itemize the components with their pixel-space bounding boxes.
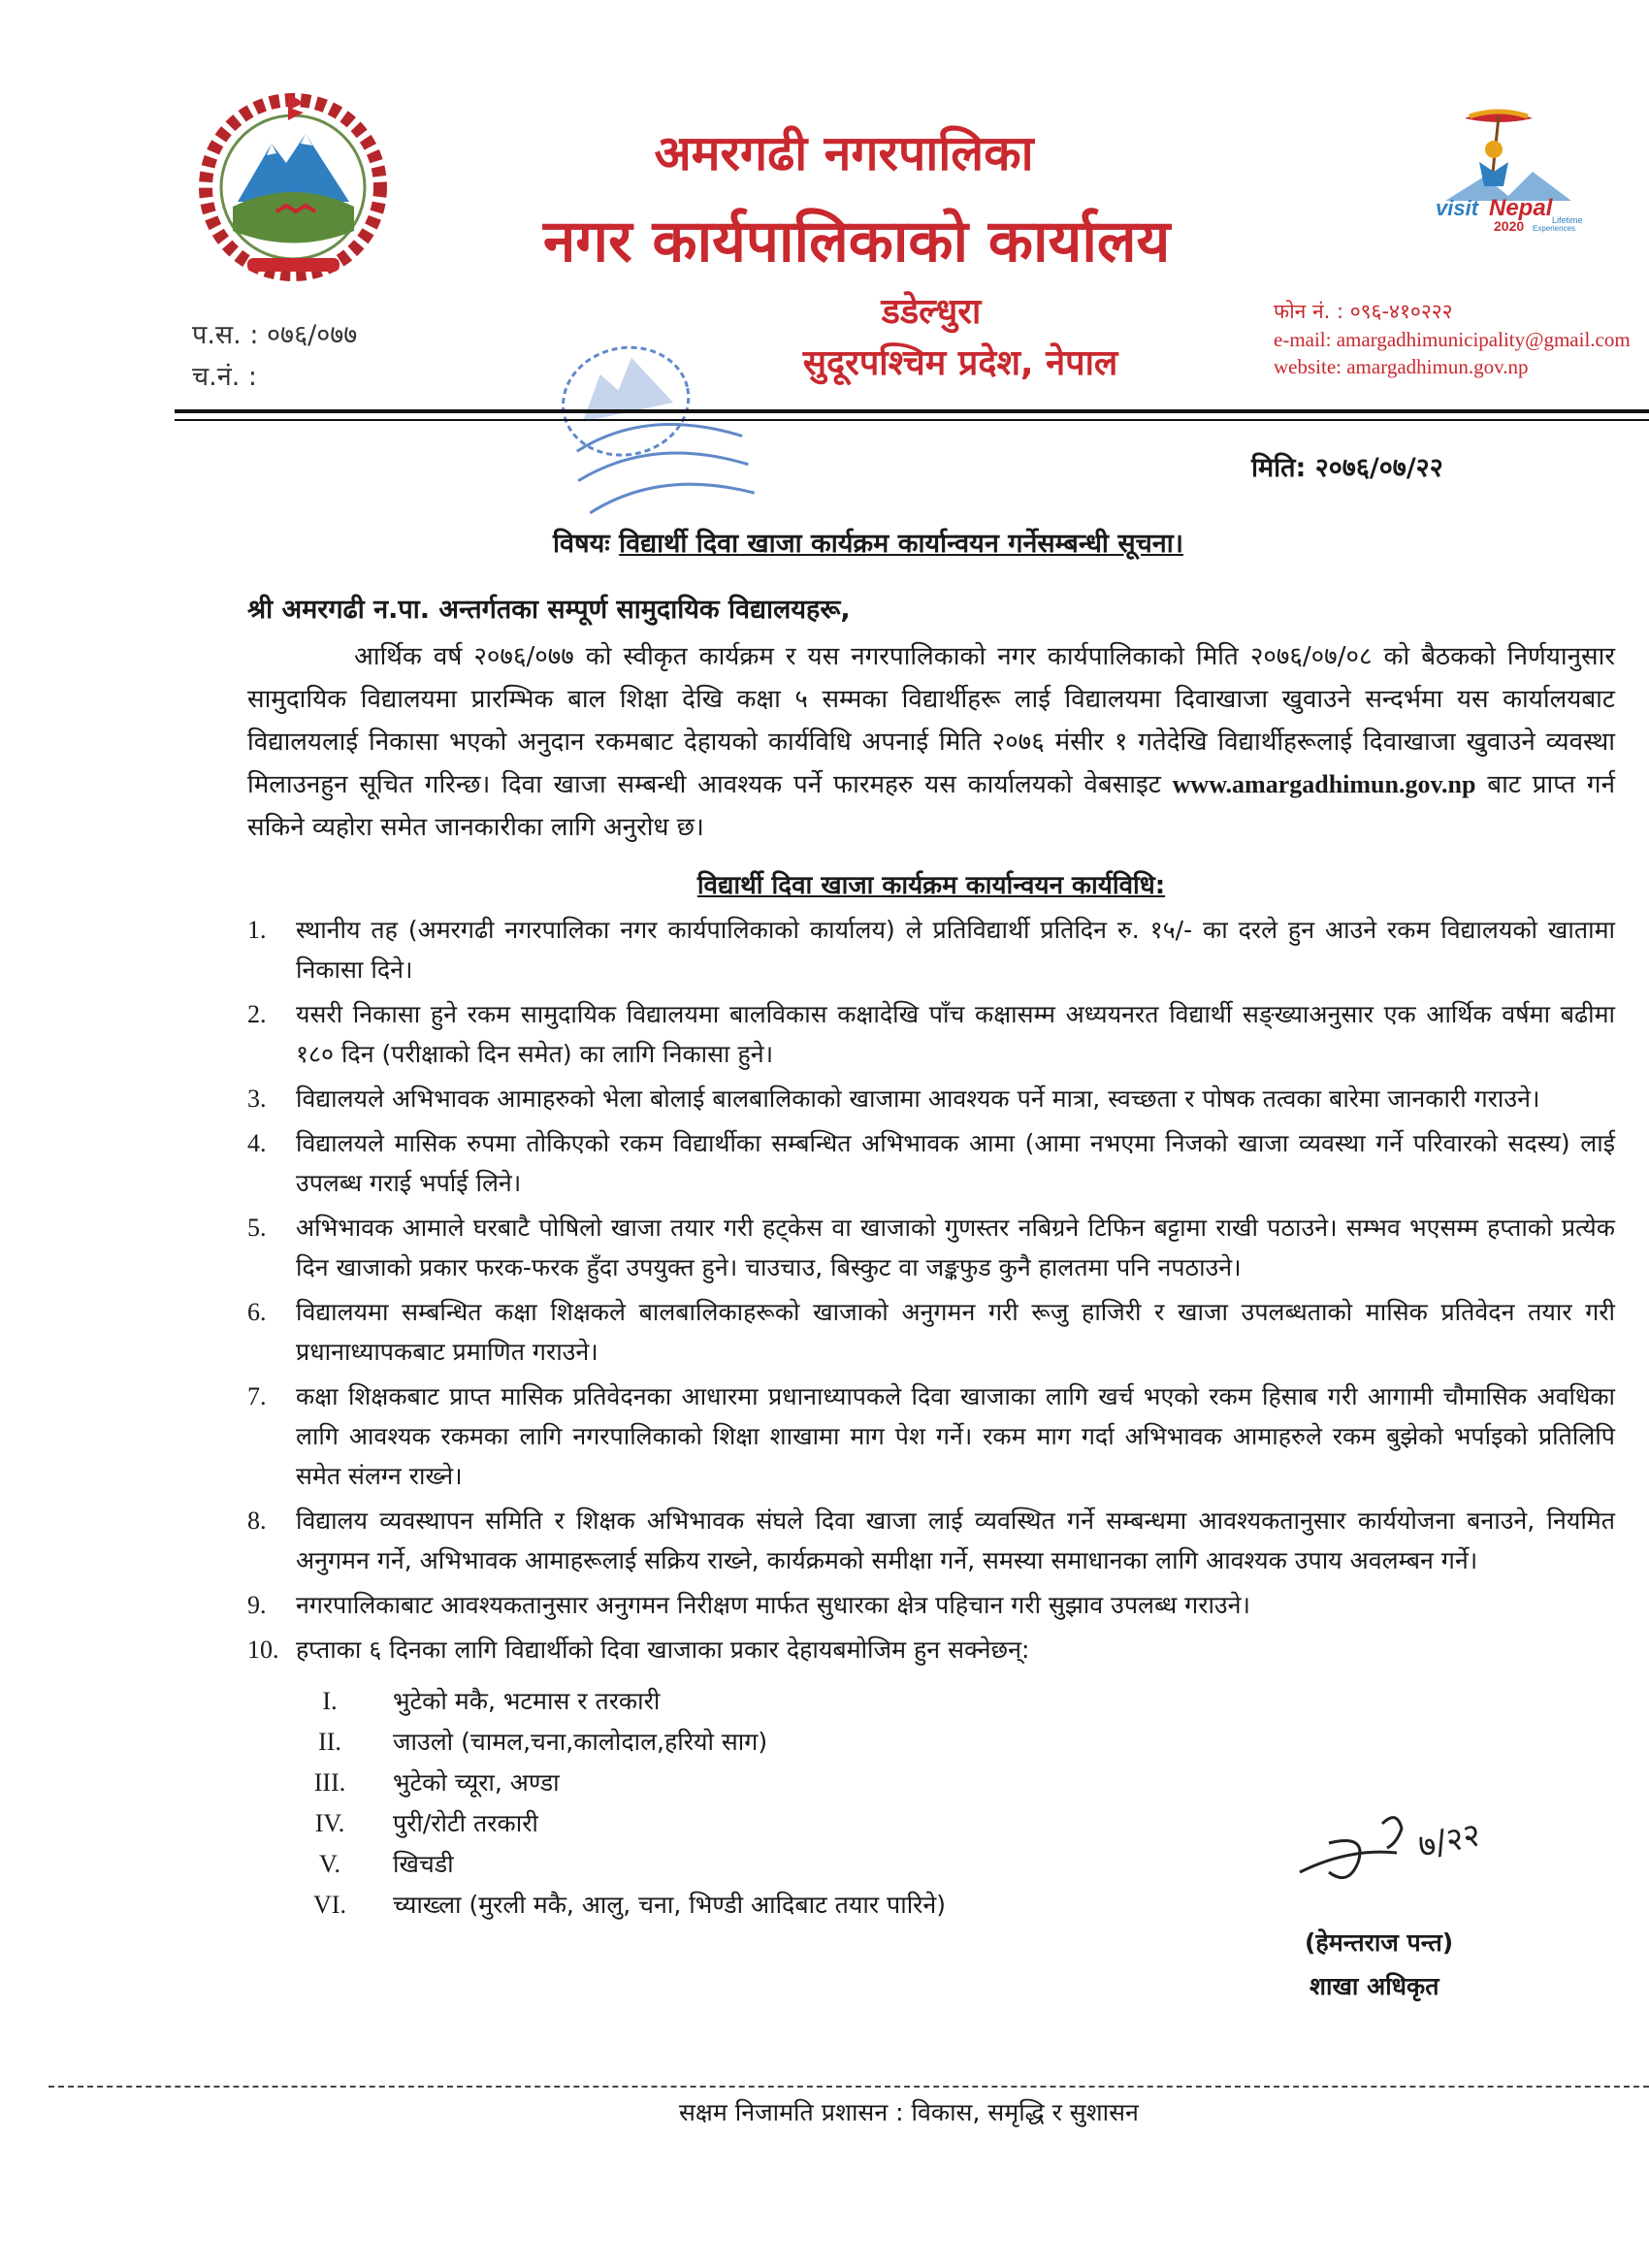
item-number: 7.: [247, 1382, 267, 1410]
procedure-item: [247, 910, 1615, 989]
svg-text:Experiences: Experiences: [1533, 224, 1576, 233]
procedure-item: [247, 1377, 1615, 1496]
subject-text: विद्यार्थी दिवा खाजा कार्यक्रम कार्यान्वयन गर्नेसम्बन्धी सूचना।: [619, 529, 1183, 559]
meal-list: [310, 1681, 946, 1926]
item-text: कक्षा शिक्षकबाट प्राप्त मासिक प्रतिवेदनका आधारमा प्रधानाध्यापकले दिवा खाजाका लागि खर्च भएको रकम हिसाब गरी आगामी चौमासिक अवधिका लागि आवश्यक रकमका लागि नगरपालिकाको शिक्षा शाखामा माग पेश गर्ने। रकम माग गर्दा अभिभावक आमाहरुले रकम बुझेको भर्पाइको प्रतिलिपि समेत संलग्न राख्ने।: [296, 1382, 1615, 1490]
footer-motto: सक्षम निजामति प्रशासन : विकास, समृद्धि र सुशासन: [679, 2098, 1139, 2126]
body-tail: बाट प्राप्त गर्न सकिने व्यहोरा समेत जानकारीका लागि अनुरोध छ।: [247, 770, 1615, 842]
item-text: स्थानीय तह (अमरगढी नगरपालिका नगर कार्यपालिकाको कार्यालय) ले प्रतिविद्यार्थी प्रतिदिन रु. १५/- का दरले हुन आउने रकम विद्यालयको खातामा निकासा दिने।: [296, 916, 1615, 984]
procedure-item: [247, 994, 1615, 1074]
item-number: 2.: [247, 1000, 267, 1028]
footer-divider: [48, 2086, 1649, 2088]
meal-number: VI.: [313, 1891, 346, 1919]
meal-text: पुरी/रोटी तरकारी: [393, 1809, 538, 1837]
meal-number: V.: [319, 1850, 340, 1878]
procedure-list: [247, 910, 1615, 1674]
municipality-name: अमरगढी नगरपालिका: [654, 125, 1034, 181]
item-text: यसरी निकासा हुने रकम सामुदायिक विद्यालयमा बालविकास कक्षादेखि पाँच कक्षासम्म अध्ययनरत विद्यार्थी सङ्ख्याअनुसार एक आर्थिक वर्षमा बढीमा १८० दिन (परीक्षाको दिन समेत) का लागि निकासा हुने।: [296, 1000, 1615, 1068]
letter-date: मिति: २०७६/०७/२२: [1251, 453, 1443, 483]
procedure-item: [247, 1630, 1615, 1669]
meal-item: [310, 1681, 946, 1722]
signatory-name: (हेमन्तराज पन्त): [1305, 1928, 1454, 1957]
dispatch-number: च.नं. :: [192, 362, 257, 392]
item-number: 5.: [247, 1214, 267, 1242]
item-number: 8.: [247, 1507, 267, 1535]
meal-item: [310, 1763, 946, 1803]
salutation: श्री अमरगढी न.पा. अन्तर्गतका सम्पूर्ण सामुदायिक विद्यालयहरू,: [247, 595, 851, 625]
meal-item: [310, 1803, 946, 1844]
body-paragraph: [247, 635, 1615, 849]
province-name: सुदूरपश्चिम प्रदेश, नेपाल: [802, 343, 1118, 383]
handwritten-signature: [1290, 1804, 1513, 1896]
meal-text: जाउलो (चामल,चना,कालोदाल,हरियो साग): [393, 1728, 768, 1756]
item-text: हप्ताका ६ दिनका लागि विद्यार्थीको दिवा खाजाका प्रकार देहायबमोजिम हुन सक्नेछन्:: [296, 1636, 1030, 1664]
website-address: website: amargadhimun.gov.np: [1274, 355, 1529, 378]
procedure-title: [247, 866, 1615, 901]
procedure-item: [247, 1123, 1615, 1203]
item-text: विद्यालयमा सम्बन्धित कक्षा शिक्षकले बालबालिकाहरूको खाजाको अनुगमन गरी रूजु हाजिरी र खाजा उपलब्धताको मासिक प्रतिवेदन तयार गरी प्रधानाध्यापकबाट प्रमाणित गराउने।: [296, 1298, 1615, 1366]
meal-text: भुटेको मकै, भटमास र तरकारी: [393, 1687, 661, 1715]
item-number: 4.: [247, 1129, 267, 1157]
email-address: e-mail: amargadhimunicipality@gmail.com: [1274, 328, 1631, 351]
item-number: 1.: [247, 916, 267, 944]
item-number: 3.: [247, 1085, 267, 1113]
body-website-link: www.amargadhimun.gov.np: [1172, 770, 1476, 798]
procedure-title-text: विद्यार्थी दिवा खाजा कार्यक्रम कार्यान्वयन कार्यविधि:: [696, 871, 1166, 900]
item-number: 6.: [247, 1298, 267, 1326]
meal-text: च्याख्ला (मुरली मकै, आलु, चना, भिण्डी आदिबाट तयार पारिने): [393, 1891, 947, 1919]
svg-text:Nepal: Nepal: [1489, 195, 1553, 221]
item-number: 10.: [247, 1636, 279, 1664]
district-name: डडेल्धुरा: [881, 292, 982, 332]
reference-number: प.स. : ०७६/०७७: [192, 320, 358, 350]
meal-item: [310, 1722, 946, 1763]
subject-line: [553, 524, 1183, 560]
svg-text:2020: 2020: [1494, 218, 1525, 234]
item-number: 9.: [247, 1591, 267, 1619]
body-text: आर्थिक वर्ष २०७६/०७७ को स्वीकृत कार्यक्रम र यस नगरपालिकाको नगर कार्यपालिकाको मिति २०७६/०७/०८ को बैठकको निर्णयानुसार सामुदायिक विद्यालयमा प्रारम्भिक बाल शिक्षा देखि कक्षा ५ सम्मका विद्यार्थीहरू लाई विद्यालयमा दिवाखाजा खुवाउने सन्दर्भमा यस कार्यालयबाट विद्यालयलाई निकासा भएको अनुदान रकमबाट देहायको कार्यविधि अपनाई मिति २०७६ मंसीर १ गतेदेखि विद्यार्थीहरूलाई दिवाखाजा खुवाउने व्यवस्था मिलाउनहुन सूचित गरिन्छ। दिवा खाजा सम्बन्धी आवश्यक पर्ने फारमहरु यस कार्यालयको वेबसाइट: [247, 642, 1615, 799]
visit-nepal-logo: [1426, 109, 1596, 235]
procedure-item: [247, 1292, 1615, 1372]
meal-number: IV.: [314, 1809, 345, 1837]
meal-item: [310, 1844, 946, 1885]
office-stamp: [514, 310, 776, 534]
procedure-item: [247, 1501, 1615, 1580]
procedure-item: [247, 1208, 1615, 1287]
svg-text:७/२२: ७/२२: [1414, 1815, 1484, 1866]
signatory-post: शाखा अधिकृत: [1310, 1972, 1439, 2000]
procedure-item: [247, 1079, 1615, 1118]
item-text: अभिभावक आमाले घरबाटै पोषिलो खाजा तयार गरी हट्केस वा खाजाको गुणस्तर नबिग्रने टिफिन बट्टामा राखी पठाउने। सम्भव भएसम्म हप्ताको प्रत्येक दिन खाजाको प्रकार फरक-फरक हुँदा उपयुक्त हुने। चाउचाउ, बिस्कुट वा जङ्कफुड कुनै हालतमा पनि नपठाउने।: [296, 1214, 1615, 1281]
procedure-item: [247, 1585, 1615, 1625]
government-emblem-icon: [179, 85, 407, 289]
meal-number: II.: [318, 1728, 341, 1756]
meal-item: [310, 1885, 946, 1926]
item-text: विद्यालय व्यवस्थापन समिति र शिक्षक अभिभावक संघले दिवा खाजा लाई व्यवस्थित गर्ने सम्बन्धमा आवश्यकतानुसार कार्ययोजना बनाउने, नियमित अनुगमन गर्ने, अभिभावक आमाहरूलाई सक्रिय राख्ने, कार्यक्रमको समीक्षा गर्ने, समस्या समाधानका लागि आवश्यक उपाय अवलम्बन गर्ने।: [296, 1507, 1615, 1574]
meal-text: खिचडी: [393, 1850, 454, 1878]
meal-number: I.: [322, 1687, 338, 1715]
meal-number: III.: [313, 1768, 346, 1797]
subject-label: विषयः: [553, 529, 610, 559]
svg-text:visit: visit: [1436, 196, 1479, 220]
header-divider: [175, 409, 1649, 413]
item-text: नगरपालिकाबाट आवश्यकतानुसार अनुगमन निरीक्षण मार्फत सुधारका क्षेत्र पहिचान गरी सुझाव उपलब्ध गराउने।: [296, 1591, 1250, 1619]
meal-text: भुटेको च्यूरा, अण्डा: [393, 1768, 560, 1797]
item-text: विद्यालयले मासिक रुपमा तोकिएको रकम विद्यार्थीका सम्बन्धित अभिभावक आमा (आमा नभएमा निजको खाजा व्यवस्था गर्ने परिवारको सदस्य) लाई उपलब्ध गराई भर्पाई लिने।: [296, 1129, 1615, 1197]
header-divider-thin: [175, 419, 1649, 421]
office-name: नगर कार्यपालिकाको कार्यालय: [543, 208, 1171, 275]
svg-text:Lifetime: Lifetime: [1552, 215, 1583, 225]
item-text: विद्यालयले अभिभावक आमाहरुको भेला बोलाई बालबालिकाको खाजामा आवश्यक पर्ने मात्रा, स्वच्छता र पोषक तत्वका बारेमा जानकारी गराउने।: [296, 1085, 1540, 1113]
phone-number: फोन नं. : ०९६-४१०२२२: [1274, 300, 1453, 323]
